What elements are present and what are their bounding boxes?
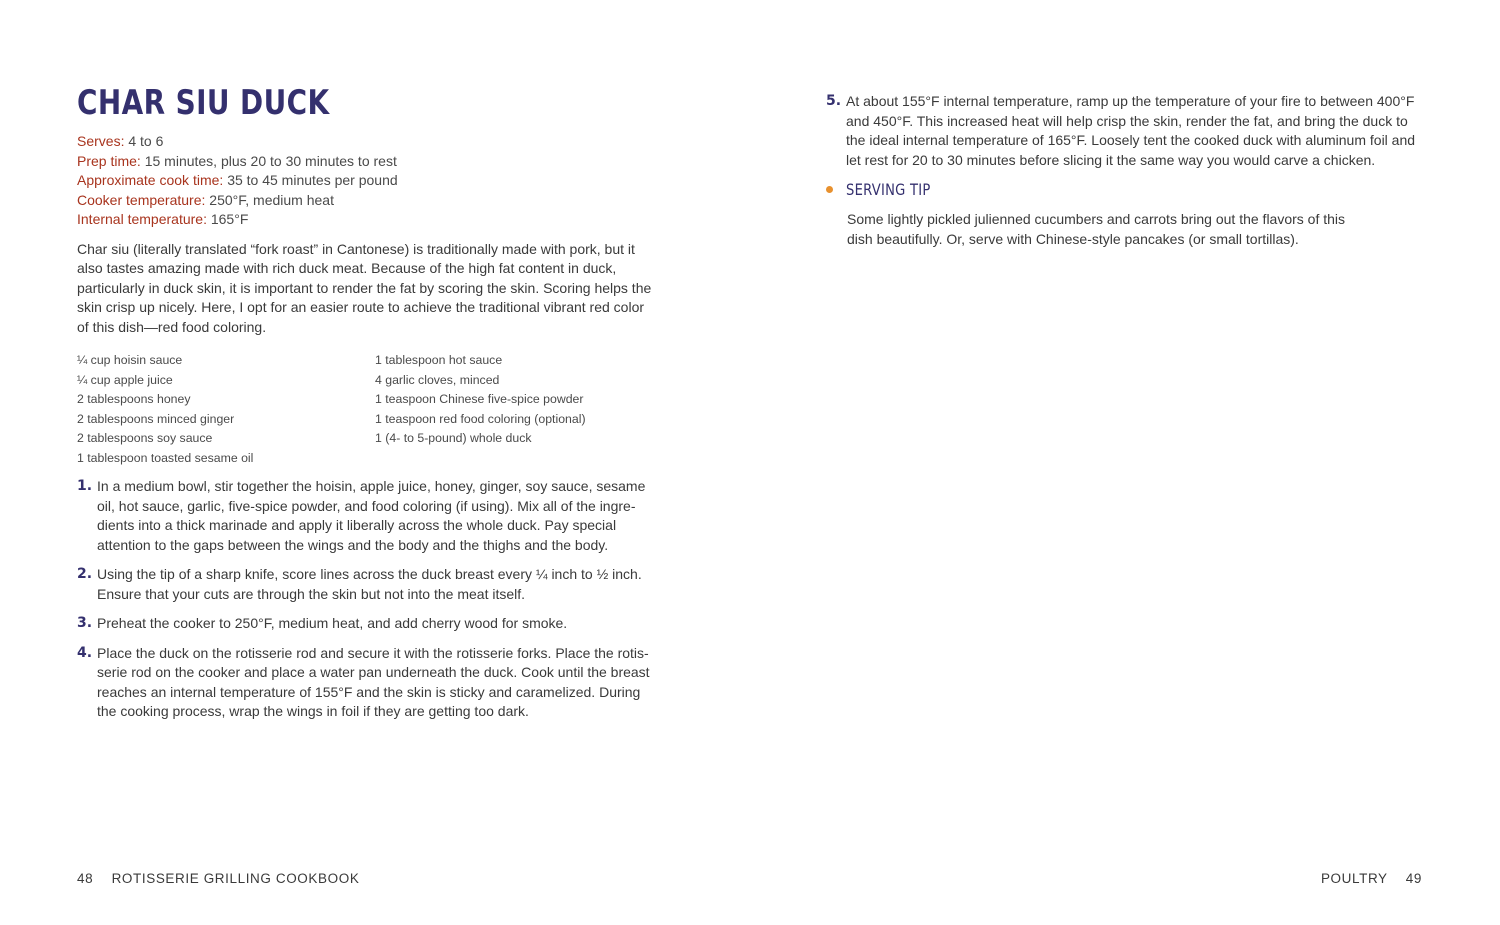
ingredient-item: 2 tablespoons honey bbox=[77, 392, 191, 406]
ingredient-item: ¼ cup hoisin sauce bbox=[77, 353, 183, 367]
ingredient-item: 1 teaspoon red food coloring (optional) bbox=[375, 411, 586, 426]
meta-label: Approximate cook time: bbox=[77, 172, 224, 188]
meta-value: 4 to 6 bbox=[128, 133, 164, 149]
step-number: 5. bbox=[826, 93, 842, 109]
serving-tip-title: SERVING TIP bbox=[846, 180, 931, 199]
step-text: In a medium bowl, stir together the hoisin, apple juice, honey, ginger, soy sauce, sesame oil, hot sauce, garlic, five-spice powder, and food coloring (if using). Mix all of the ingre-dients into a thick marinade and apply it liberally across the whole duck. Pay special attention to the gaps between the wings and the body and the thighs and the body. bbox=[97, 478, 646, 553]
meta-cooker-temperature bbox=[77, 191, 657, 211]
step-text: Using the tip of a sharp knife, score lines across the duck breast every ¼ inch to ½ inch. Ensure that your cuts are through the skin but not into the meat itself. bbox=[97, 566, 642, 602]
meta-prep-time bbox=[77, 152, 657, 172]
meta-label: Internal temperature: bbox=[77, 211, 207, 227]
ingredient-column-left bbox=[77, 351, 375, 468]
meta-value: 165°F bbox=[210, 211, 249, 227]
meta-value: 15 minutes, plus 20 to 30 minutes to rest bbox=[144, 152, 397, 169]
step-number: 4. bbox=[77, 644, 93, 661]
meta-label: Prep time: bbox=[77, 152, 141, 169]
recipe-meta bbox=[77, 132, 657, 230]
ingredient-item: ¼ cup apple juice bbox=[77, 372, 173, 387]
meta-label: Cooker temperature: bbox=[77, 191, 206, 208]
page-number: 48 bbox=[77, 871, 94, 886]
step-item bbox=[77, 565, 657, 604]
running-head: POULTRY bbox=[1320, 871, 1388, 886]
serving-tip-text: Some lightly pickled julienned cucumbers and carrots bring out the flavors of this dish beautifully. Or, serve with Chinese-style pancakes (or small tortillas). bbox=[847, 211, 1346, 247]
ingredient-item: 1 tablespoon toasted sesame oil bbox=[77, 450, 254, 465]
step-item bbox=[77, 614, 657, 634]
step-item bbox=[77, 477, 657, 555]
left-page bbox=[77, 80, 657, 732]
serving-tip-heading bbox=[826, 180, 1416, 199]
step-number: 2. bbox=[77, 566, 93, 582]
bullet-dot-icon bbox=[826, 186, 833, 193]
step-text: Place the duck on the rotisserie rod and secure it with the rotisserie forks. Place the rotis-serie rod on the cooker and place a water pan underneath the duck. Cook until the breast reaches an internal temperature of 155°F and the skin is sticky and caramelized. During the cooking process, wrap the wings in foil if they are getting too dark. bbox=[97, 644, 650, 719]
right-page bbox=[826, 92, 1416, 263]
step-list bbox=[77, 477, 657, 722]
step-text: Preheat the cooker to 250°F, medium heat, and add cherry wood for smoke. bbox=[97, 615, 568, 631]
ingredient-item: 2 tablespoons soy sauce bbox=[77, 431, 213, 445]
ingredient-item: 1 teaspoon Chinese five-spice powder bbox=[375, 392, 584, 406]
ingredient-list bbox=[77, 351, 657, 468]
step-number: 3. bbox=[77, 615, 93, 631]
step-text: At about 155°F internal temperature, ramp up the temperature of your fire to between 400°F and 450°F. This increased heat will help crisp the skin, render the fat, and bring the duck to the ideal internal temperature of 165°F. Loosely tent the cooked duck with aluminum foil and let rest for 20 to 30 minutes before slicing it the same way you would carve a chicken. bbox=[846, 93, 1416, 168]
recipe-title: CHAR SIU DUCK bbox=[77, 83, 330, 123]
meta-internal-temperature bbox=[77, 210, 657, 230]
step-number: 1. bbox=[77, 478, 93, 494]
meta-value: 250°F, medium heat bbox=[209, 191, 334, 208]
meta-cook-time bbox=[77, 171, 657, 191]
meta-label: Serves: bbox=[77, 133, 125, 149]
ingredient-item: 2 tablespoons minced ginger bbox=[77, 411, 235, 426]
recipe-intro: Char siu (literally translated “fork roast” in Cantonese) is traditionally made with pork, but it also tastes amazing made with rich duck meat. Because of the high fat content in duck, particularly in duck skin, it is important to render the fat by scoring the skin. Scoring helps the skin crisp up nicely. Here, I opt for an easier route to achieve the traditional vibrant red color of this dish—red food coloring. bbox=[77, 240, 652, 335]
step-item bbox=[826, 92, 1416, 170]
step-item bbox=[77, 644, 657, 722]
ingredient-item: 1 (4- to 5-pound) whole duck bbox=[375, 431, 532, 445]
footer-left bbox=[77, 871, 359, 886]
ingredient-item: 1 tablespoon hot sauce bbox=[375, 353, 503, 367]
running-head: ROTISSERIE GRILLING COOKBOOK bbox=[111, 871, 360, 886]
meta-serves bbox=[77, 132, 657, 152]
ingredient-column-right bbox=[375, 351, 657, 468]
page-number: 49 bbox=[1405, 871, 1422, 886]
footer-right bbox=[1321, 871, 1422, 886]
ingredient-item: 4 garlic cloves, minced bbox=[375, 372, 500, 387]
meta-value: 35 to 45 minutes per pound bbox=[227, 172, 398, 188]
